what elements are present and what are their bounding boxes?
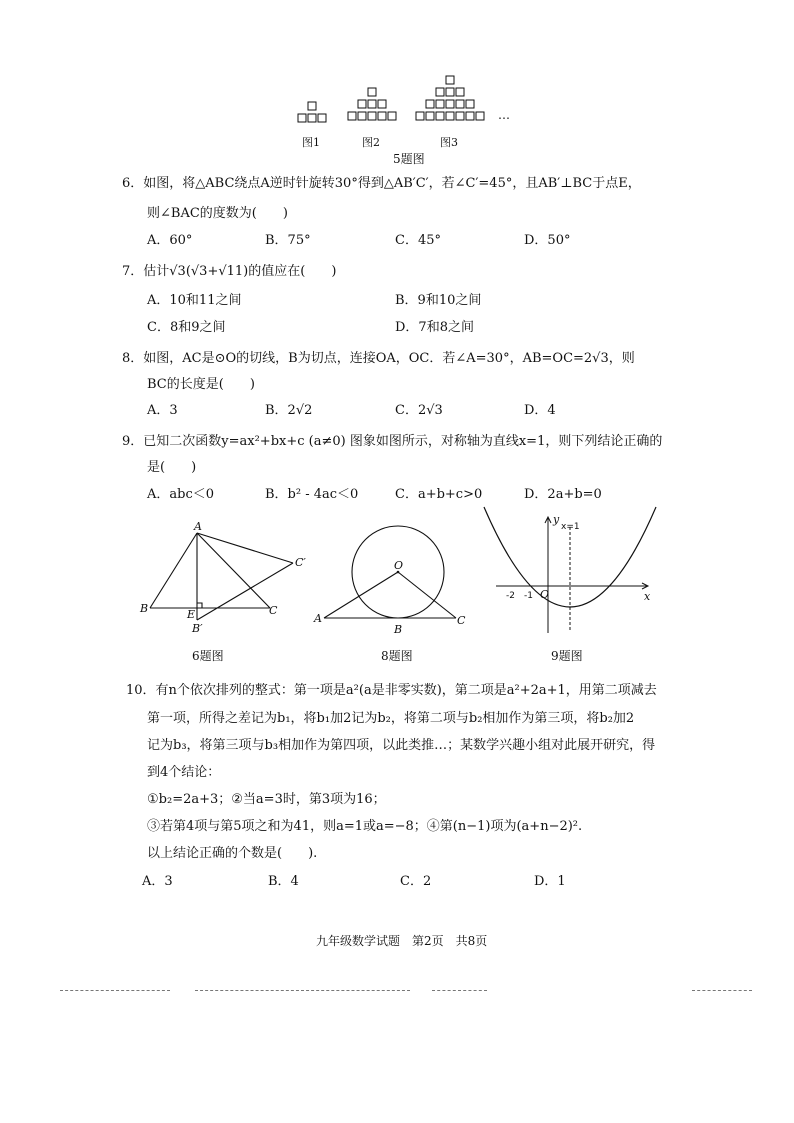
q6-text-line1: 6．如图，将△ABC绕点A逆时针旋转30°得到△AB′C′，若∠C′=45°，且AB′⊥BC于点E， bbox=[122, 176, 641, 191]
page-footer: 九年级数学试题 第2页 共8页 bbox=[316, 934, 488, 948]
q8-option-b: B．2√2 bbox=[265, 403, 313, 418]
fig5-label-2: 图2 bbox=[362, 136, 380, 149]
q6-option-a: A．60° bbox=[147, 233, 193, 248]
q10-text-line7: 以上结论正确的个数是( ). bbox=[147, 846, 318, 861]
q6-option-d: D．50° bbox=[524, 233, 571, 248]
fig8-label-c: C bbox=[457, 614, 466, 627]
q7-text-line1: 7．估计√3(√3+√11)的值应在( ) bbox=[122, 264, 337, 279]
q9-option-d: D．2a+b=0 bbox=[524, 487, 602, 502]
fig8-seg-oa bbox=[324, 572, 398, 618]
q10-option-b: B．4 bbox=[268, 874, 299, 889]
q6-option-b: B．75° bbox=[265, 233, 311, 248]
fig9-label-y: y bbox=[553, 513, 560, 526]
q10-text-line4: 到4个结论： bbox=[147, 765, 221, 780]
fig8-seg-oc bbox=[398, 572, 456, 618]
fig6-label-e: E bbox=[187, 608, 196, 621]
fig8-label-a: A bbox=[314, 612, 322, 625]
fig9-label-axis: x=1 bbox=[561, 522, 580, 532]
q8-text-line2: BC的长度是( ) bbox=[147, 377, 255, 392]
fig9-label-x: x bbox=[644, 590, 651, 603]
q6-option-c: C．45° bbox=[395, 233, 441, 248]
fig6-label-b: B bbox=[140, 602, 149, 615]
q7-option-c: C．8和9之间 bbox=[147, 320, 226, 335]
fig5-label-3: 图3 bbox=[440, 136, 458, 149]
q10-option-a: A．3 bbox=[142, 874, 173, 889]
fig6-seg-b2c2 bbox=[197, 563, 293, 620]
q7-option-d: D．7和8之间 bbox=[395, 320, 474, 335]
fig6-label-c2: C′ bbox=[295, 556, 306, 569]
fold-line-left bbox=[60, 990, 170, 991]
fig5-dots: … bbox=[498, 108, 510, 122]
fig6-label-b2: B′ bbox=[192, 622, 203, 635]
fig8-label-b: B bbox=[394, 623, 403, 636]
q8-text-line1: 8．如图，AC是⊙O的切线，B为切点，连接OA，OC．若∠A=30°，AB=OC=2√3，则 bbox=[122, 351, 635, 366]
q10-option-d: D．1 bbox=[534, 874, 566, 889]
fig5-caption: 5题图 bbox=[393, 152, 425, 166]
fig6-label-c: C bbox=[269, 604, 278, 617]
q8-option-d: D．4 bbox=[524, 403, 556, 418]
fig8-diagram bbox=[310, 520, 480, 650]
q10-text-line6: ③若第4项与第5项之和为41，则a=1或a=−8；④第(n−1)项为(a+n−2)². bbox=[147, 819, 583, 834]
q9-text-line1: 9．已知二次函数y=ax²+bx+c (a≠0) 图象如图所示，对称轴为直线x=1，则下列结论正确的 bbox=[122, 434, 663, 449]
fold-line-center bbox=[432, 990, 487, 991]
q6-text-line2: 则∠BAC的度数为( ) bbox=[147, 206, 288, 221]
q8-option-a: A．3 bbox=[147, 403, 178, 418]
q9-text-line2: 是( ) bbox=[147, 460, 197, 475]
q9-option-b: B．b² - 4ac＜0 bbox=[265, 487, 359, 502]
q10-text-line2: 第一项，所得之差记为b₁，将b₁加2记为b₂，将第二项与b₂相加作为第三项，将b₂加2 bbox=[147, 711, 635, 726]
fig5-label-1: 图1 bbox=[302, 136, 320, 149]
q10-option-c: C．2 bbox=[400, 874, 432, 889]
q10-text-line3: 记为b₃，将第三项与b₃相加作为第四项，以此类推…；某数学兴趣小组对此展开研究，得 bbox=[147, 738, 656, 753]
fig8-caption: 8题图 bbox=[381, 649, 413, 663]
fig5-squares bbox=[0, 0, 794, 130]
fig5-pattern-2 bbox=[348, 88, 396, 120]
q10-text-line1: 10．有n个依次排列的整式：第一项是a²(a是非零实数)，第二项是a²+2a+1，用第二项减去 bbox=[126, 683, 657, 698]
fig9-label-origin: O bbox=[540, 588, 550, 601]
fig6-diagram bbox=[135, 520, 335, 650]
fig9-label-neg2: -2 bbox=[506, 591, 515, 601]
q9-option-a: A．abc＜0 bbox=[147, 487, 215, 502]
fig9-label-neg1: -1 bbox=[524, 591, 533, 601]
q9-option-c: C．a+b+c>0 bbox=[395, 487, 483, 502]
fig6-caption: 6题图 bbox=[192, 649, 224, 663]
fold-line-mid bbox=[195, 990, 410, 991]
fig5-pattern-1 bbox=[298, 102, 326, 122]
fig6-seg-ab bbox=[150, 533, 197, 608]
fig6-label-a: A bbox=[194, 520, 202, 533]
fig6-right-angle bbox=[197, 603, 202, 608]
q7-option-b: B．9和10之间 bbox=[395, 293, 482, 308]
q7-option-a: A．10和11之间 bbox=[147, 293, 242, 308]
fig5-pattern-3 bbox=[416, 76, 484, 120]
q10-text-line5: ①b₂=2a+3；②当a=3时，第3项为16； bbox=[147, 792, 386, 807]
fold-line-right bbox=[692, 990, 752, 991]
fig8-label-o: O bbox=[394, 559, 404, 572]
fig9-graph bbox=[478, 505, 658, 640]
q8-option-c: C．2√3 bbox=[395, 403, 443, 418]
fig9-caption: 9题图 bbox=[551, 649, 583, 663]
